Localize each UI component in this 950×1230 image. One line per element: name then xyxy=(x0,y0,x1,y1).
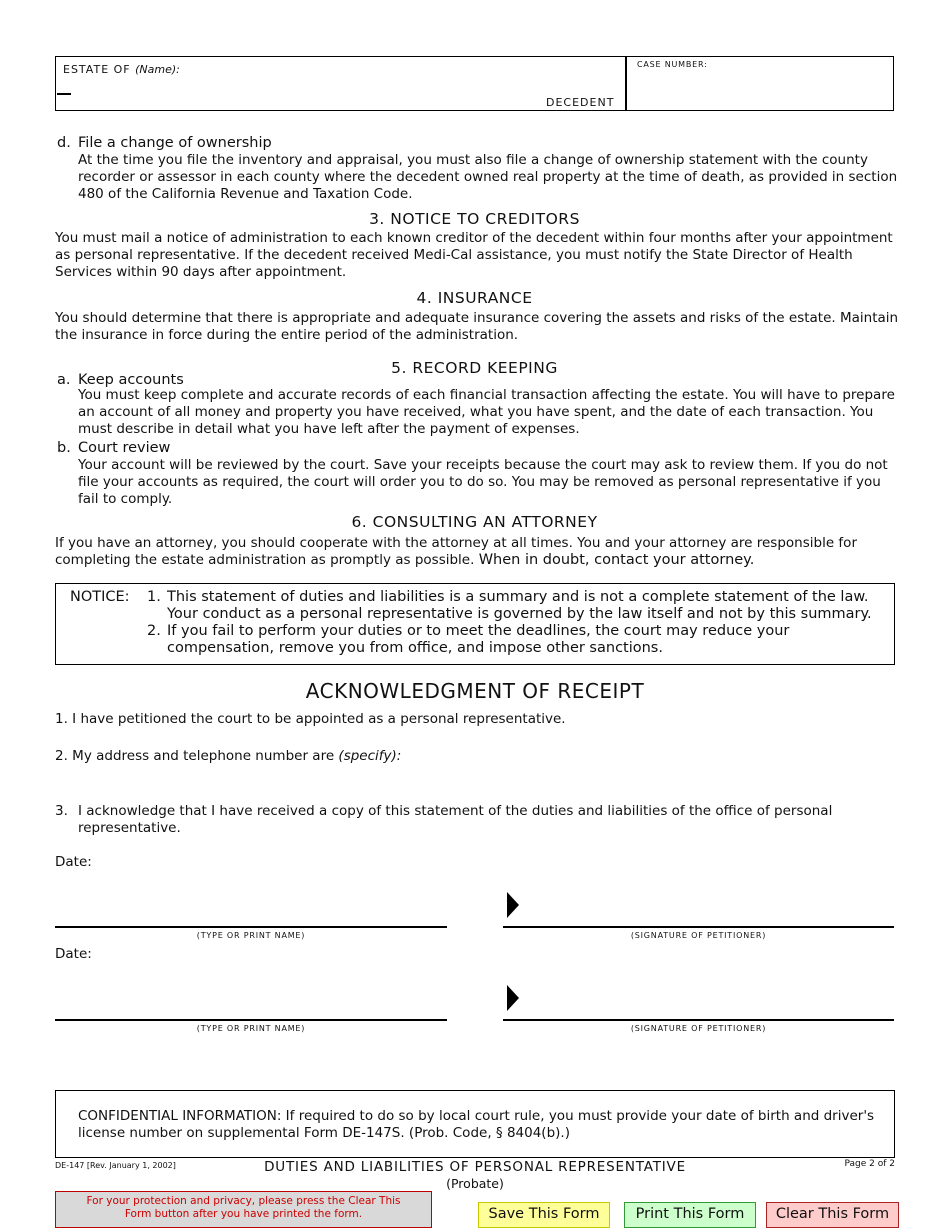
footer-subtitle: (Probate) xyxy=(446,1176,504,1191)
notice-label: NOTICE: xyxy=(70,589,130,605)
decedent-label: DECEDENT xyxy=(546,96,615,109)
ack-item-3-text: I acknowledge that I have received a copy of this statement of the duties and liabilities of the office of personal representative. xyxy=(78,803,833,836)
estate-name-field[interactable] xyxy=(57,93,71,95)
privacy-note: For your protection and privacy, please press the Clear This Form button after you have printed the form. xyxy=(55,1191,432,1228)
date-field[interactable] xyxy=(95,942,295,962)
case-number-label: CASE NUMBER: xyxy=(637,60,708,69)
footer-title: DUTIES AND LIABILITIES OF PERSONAL REPRESENTATIVE xyxy=(264,1159,686,1175)
signature-arrow-icon xyxy=(507,985,519,1011)
section-5a-title: Keep accounts xyxy=(78,372,184,388)
section-6-title: 6. CONSULTING AN ATTORNEY xyxy=(351,513,598,531)
section-5b-marker: b. xyxy=(57,440,71,456)
signature-caption: (SIGNATURE OF PETITIONER) xyxy=(630,1024,767,1033)
ack-item-1: 1. I have petitioned the court to be appointed as a personal representative. xyxy=(55,711,566,727)
estate-label: ESTATE OF (Name): xyxy=(63,63,180,76)
print-button[interactable]: Print This Form xyxy=(624,1202,756,1228)
save-button[interactable]: Save This Form xyxy=(478,1202,610,1228)
print-name-line[interactable] xyxy=(55,1019,447,1021)
signature-line xyxy=(503,1019,894,1021)
notice-1-text: This statement of duties and liabilities is a summary and is not a complete statement of the law. Your conduct as a personal representative is governed by the law itself and not by this summary. xyxy=(167,589,872,622)
signature-caption: (SIGNATURE OF PETITIONER) xyxy=(630,931,767,940)
section-4-title: 4. INSURANCE xyxy=(416,289,533,307)
section-6-body: If you have an attorney, you should cooperate with the attorney at all times. You and your attorney are responsible for completing the estate administration as promptly as possible. When in doubt, contact your attorney. xyxy=(55,535,857,568)
item-d-marker: d. xyxy=(57,135,71,151)
section-4-body: You should determine that there is appropriate and adequate insurance covering the assets and risks of the estate. Maintain the insurance in force during the entire period of the administration. xyxy=(55,310,899,343)
ack-title: ACKNOWLEDGMENT OF RECEIPT xyxy=(305,679,645,703)
confidential-text: CONFIDENTIAL INFORMATION: If required to do so by local court rule, you must provide your date of birth and driver's license number on supplemental Form DE-147S. (Prob. Code, § 8404(b).) xyxy=(78,1108,875,1141)
section-5a-body: You must keep complete and accurate records of each financial transaction affecting the estate. You will have to prepare an account of all money and property you have received, what you have spent, and the date of each transaction. You must describe in detail what you have left after the payment of expenses. xyxy=(78,387,895,437)
page-number: Page 2 of 2 xyxy=(844,1159,895,1169)
section-5b-body: Your account will be reviewed by the court. Save your receipts because the court may ask to review them. If you do not file your accounts as required, the court will order you to do so. You may be removed as personal representative if you fail to comply. xyxy=(78,457,888,507)
date-label: Date: xyxy=(55,854,92,870)
address-phone-field[interactable] xyxy=(300,745,890,785)
section-5-title: 5. RECORD KEEPING xyxy=(391,359,558,377)
case-number-field[interactable] xyxy=(630,72,890,108)
section-3-title: 3. NOTICE TO CREDITORS xyxy=(369,210,580,228)
print-name-caption: (TYPE OR PRINT NAME) xyxy=(196,1024,306,1033)
section-5b-title: Court review xyxy=(78,440,171,456)
print-name-line[interactable] xyxy=(55,926,447,928)
notice-2-text: If you fail to perform your duties or to meet the deadlines, the court may reduce your compensation, remove you from office, and impose other sanctions. xyxy=(167,623,790,656)
header-divider xyxy=(625,56,627,111)
print-name-caption: (TYPE OR PRINT NAME) xyxy=(196,931,306,940)
ack-item-3-marker: 3. xyxy=(55,803,68,819)
notice-2-marker: 2. xyxy=(147,623,161,639)
item-d-body: At the time you file the inventory and appraisal, you must also file a change of ownership statement with the county recorder or assessor in each county where the decedent owned real property at the time of death, as provided in section 480 of the California Revenue and Taxation Code. xyxy=(78,152,898,202)
notice-1-marker: 1. xyxy=(147,589,161,605)
section-5a-marker: a. xyxy=(57,372,71,388)
date-field[interactable] xyxy=(95,850,295,870)
form-id: DE-147 [Rev. January 1, 2002] xyxy=(55,1161,176,1170)
signature-line xyxy=(503,926,894,928)
signature-arrow-icon xyxy=(507,892,519,918)
date-label: Date: xyxy=(55,946,92,962)
section-3-body: You must mail a notice of administration to each known creditor of the decedent within four months after your appointment as personal representative. If the decedent received Medi-Cal assistance, you must notify the State Director of Health Services within 90 days after appointment. xyxy=(55,230,893,280)
item-d-title: File a change of ownership xyxy=(78,135,272,151)
ack-item-2: 2. My address and telephone number are (specify): xyxy=(55,748,402,764)
clear-button[interactable]: Clear This Form xyxy=(766,1202,899,1228)
